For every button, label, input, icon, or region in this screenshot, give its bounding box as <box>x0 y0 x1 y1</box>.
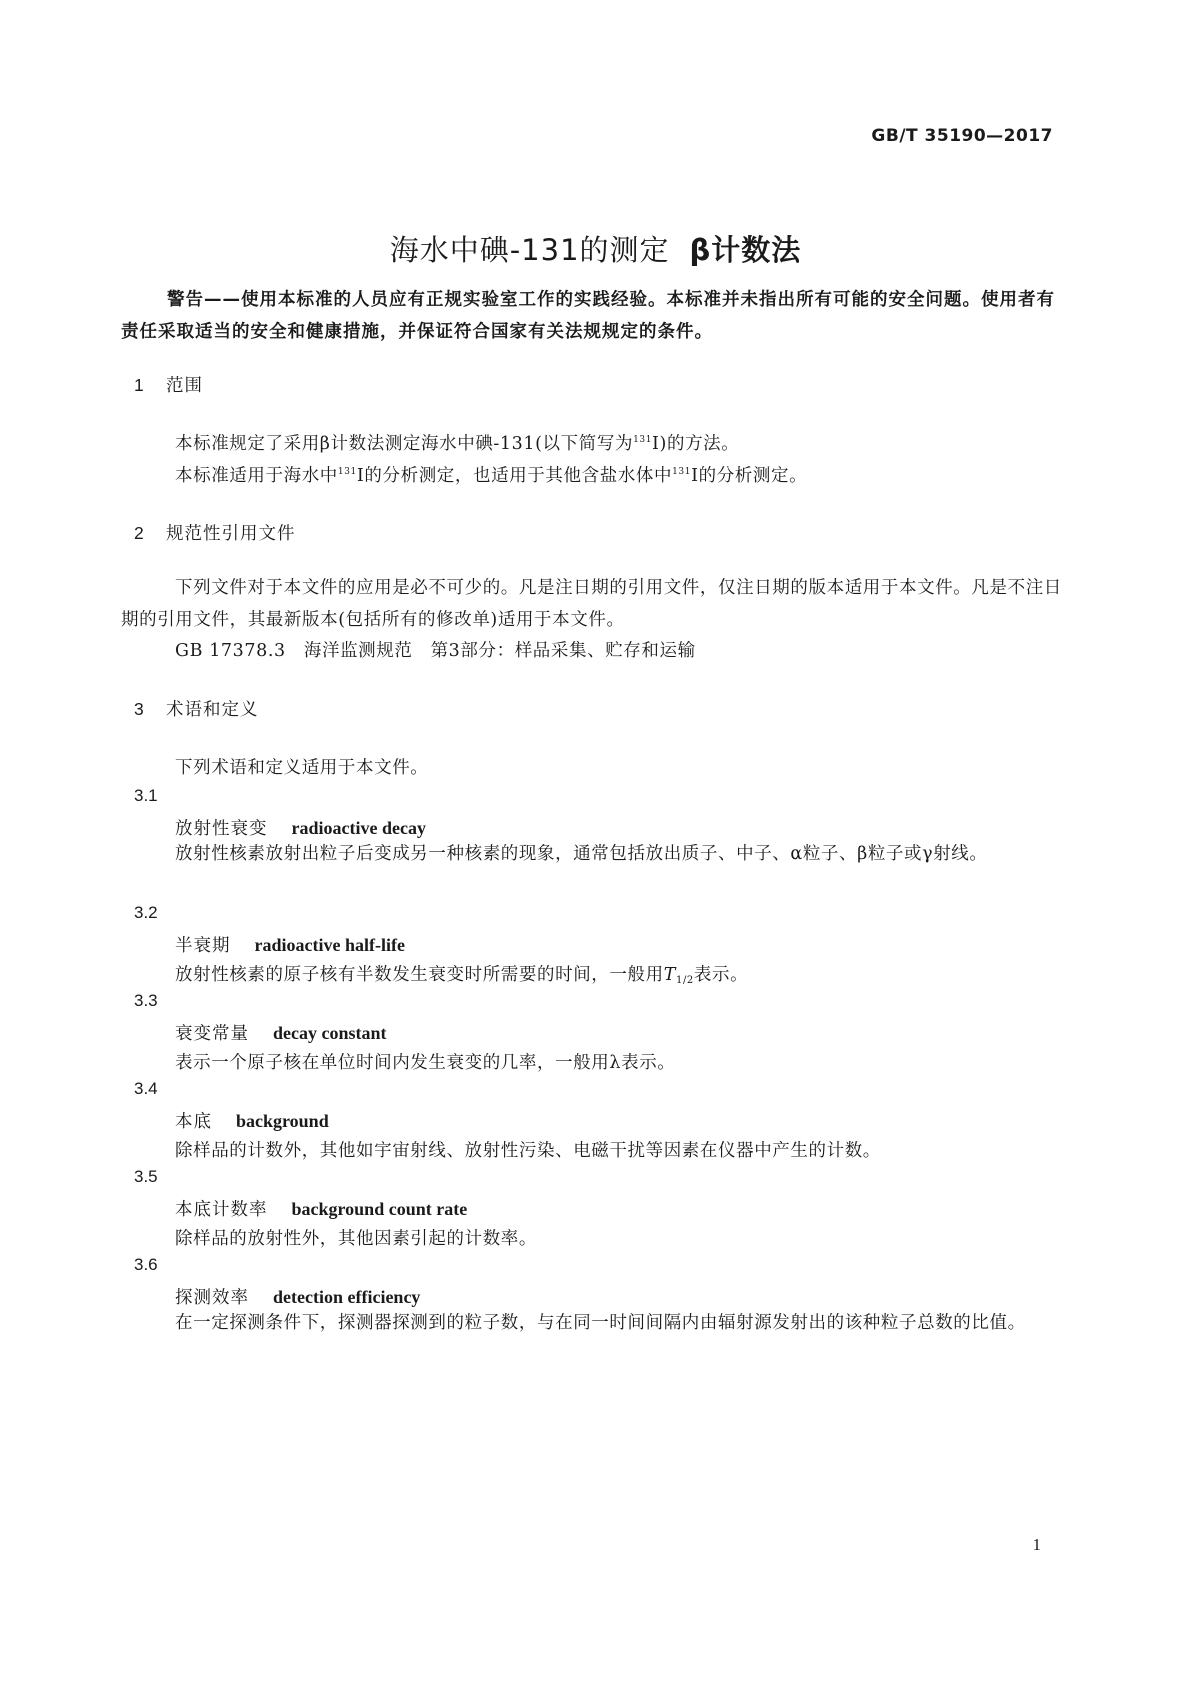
subscript: 1/2 <box>675 975 694 986</box>
title-method: β计数法 <box>689 233 802 267</box>
text-run: 放射性核素的原子核有半数发生衰变时所需要的时间，一般用 <box>175 965 664 985</box>
term-definition: 除样品的放射性外，其他因素引起的计数率。 <box>175 1229 537 1249</box>
term-name <box>175 932 405 957</box>
term-name-zh: 半衰期 <box>175 936 231 956</box>
section-title: 范围 <box>166 376 203 396</box>
term-name-en: radioactive decay <box>291 818 426 838</box>
section-number: 3 <box>134 699 145 719</box>
term-name <box>175 1284 420 1309</box>
term-name-en: background <box>236 1111 329 1131</box>
term-name-en: background count rate <box>291 1199 468 1219</box>
term-name-zh: 衰变常量 <box>175 1024 249 1044</box>
section-2-paragraph-1: 下列文件对于本文件的应用是必不可少的。凡是注日期的引用文件，仅注日期的版本适用于本文件。凡是不注日期的引用文件，其最新版本(包括所有的修改单)适用于本文件。 <box>121 578 1062 630</box>
term-definition: 除样品的计数外，其他如宇宙射线、放射性污染、电磁干扰等因素在仪器中产生的计数。 <box>175 1141 881 1161</box>
section-1-heading <box>134 372 203 397</box>
term-definition: 表示一个原子核在单位时间内发生衰变的几率，一般用λ表示。 <box>175 1053 676 1073</box>
section-2-reference: GB 17378.3 海洋监测规范 第3部分：样品采集、贮存和运输 <box>175 641 696 661</box>
document-title <box>0 228 1191 269</box>
term-name <box>175 1020 387 1045</box>
term-definition <box>175 961 748 986</box>
term-name <box>175 815 426 840</box>
term-number: 3.5 <box>134 1167 158 1186</box>
standard-code: GB/T 35190—2017 <box>871 126 1053 146</box>
term-name-zh: 本底计数率 <box>175 1200 268 1220</box>
section-number: 2 <box>134 523 145 543</box>
term-name-zh: 探测效率 <box>175 1288 249 1308</box>
term-definition: 放射性核素放射出粒子后变成另一种核素的现象，通常包括放出质子、中子、α粒子、β粒子或γ射线。 <box>175 844 988 864</box>
text-run: I)的方法。 <box>652 434 740 454</box>
page-number: 1 <box>1032 1535 1041 1554</box>
term-name-zh: 本底 <box>175 1112 212 1132</box>
term-number: 3.2 <box>134 903 158 922</box>
term-number: 3.1 <box>134 786 158 805</box>
term-name-zh: 放射性衰变 <box>175 819 268 839</box>
term-number: 3.3 <box>134 991 158 1010</box>
text-run: I的分析测定，也适用于其他含盐水体中 <box>356 466 673 486</box>
term-name-en: detection efficiency <box>273 1287 421 1307</box>
section-1-paragraph-2 <box>175 462 807 487</box>
text-run: 表示。 <box>693 965 749 985</box>
section-3-intro: 下列术语和定义适用于本文件。 <box>175 758 429 778</box>
term-definition: 在一定探测条件下，探测器探测到的粒子数，与在同一时间间隔内由辐射源发射出的该种粒子总数的比值。 <box>175 1313 1026 1333</box>
section-title: 术语和定义 <box>166 700 259 720</box>
section-3-heading <box>134 696 259 721</box>
superscript: 131 <box>633 435 653 445</box>
title-main: 海水中碘-131的测定 <box>389 233 670 267</box>
text-run: 本标准规定了采用β计数法测定海水中碘-131(以下简写为 <box>175 434 634 454</box>
section-1-paragraph-1 <box>175 430 739 455</box>
symbol: T <box>663 965 676 985</box>
section-title: 规范性引用文件 <box>166 524 296 544</box>
term-name <box>175 1108 329 1133</box>
term-name-en: radioactive half-life <box>254 935 405 955</box>
section-2-heading <box>134 520 296 545</box>
term-number: 3.4 <box>134 1079 158 1098</box>
text-run: I的分析测定。 <box>691 466 808 486</box>
term-number: 3.6 <box>134 1255 158 1274</box>
superscript: 131 <box>337 467 357 477</box>
term-name <box>175 1196 467 1221</box>
superscript: 131 <box>672 467 692 477</box>
text-run: 本标准适用于海水中 <box>175 466 338 486</box>
term-name-en: decay constant <box>273 1023 387 1043</box>
warning-text: 警告——使用本标准的人员应有正规实验室工作的实践经验。本标准并未指出所有可能的安全问题。使用者有责任采取适当的安全和健康措施，并保证符合国家有关法规规定的条件。 <box>121 290 1055 342</box>
section-number: 1 <box>134 375 145 395</box>
